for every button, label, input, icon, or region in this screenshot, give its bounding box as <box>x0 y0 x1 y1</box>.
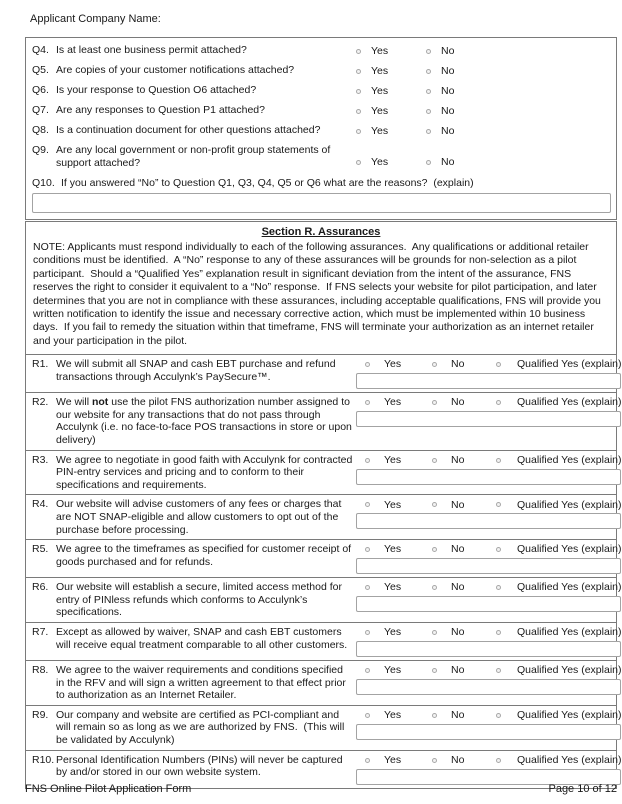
yes-label: Yes <box>371 85 389 97</box>
yes-option <box>356 581 432 594</box>
no-label: No <box>441 125 455 137</box>
no-option <box>426 65 614 78</box>
yes-label: Yes <box>384 581 402 594</box>
form-area <box>25 37 622 789</box>
yes-label: Yes <box>384 664 402 677</box>
yes-option <box>356 664 432 677</box>
question-number: Q6. <box>32 84 49 96</box>
question-text: Are any responses to Question P1 attached? <box>56 104 265 116</box>
page-footer <box>25 783 617 795</box>
qualified-yes-label: Qualified Yes (explain) <box>517 396 622 409</box>
assurance-number: R8. <box>32 663 49 676</box>
yes-label: Yes <box>384 453 402 466</box>
yes-radio-button[interactable] <box>365 362 370 367</box>
r7-explain-input[interactable] <box>356 641 621 657</box>
no-option <box>432 543 496 556</box>
question-number: Q9. <box>32 144 49 156</box>
assurances-table <box>25 221 622 789</box>
no-label: No <box>441 65 455 77</box>
qualified-yes-option <box>496 358 621 371</box>
qualified-yes-option <box>496 543 621 556</box>
assurance-row-r9 <box>26 705 622 750</box>
yes-option <box>356 396 432 409</box>
question-row-q6 <box>26 81 616 101</box>
yes-radio-button[interactable] <box>365 458 370 463</box>
no-radio-button[interactable] <box>426 129 431 134</box>
question-number: Q8. <box>32 124 49 136</box>
assurance-row-r3 <box>26 450 622 495</box>
qualified-yes-radio-button[interactable] <box>496 400 501 405</box>
no-label: No <box>441 85 455 97</box>
yes-radio-button[interactable] <box>365 400 370 405</box>
no-label: No <box>441 156 455 168</box>
qualified-yes-radio-button[interactable] <box>496 668 501 673</box>
no-option <box>426 125 614 138</box>
yes-radio-button[interactable] <box>356 69 361 74</box>
no-radio-button[interactable] <box>426 89 431 94</box>
assurance-text: We will not use the pilot FNS authorization number assigned to our website for any transactions that do not pass through Acculynk (i.e. no face-to-face POS transactions in store or upon delivery) <box>56 396 355 447</box>
assurance-row-r2 <box>26 392 622 449</box>
no-radio-button[interactable] <box>432 668 437 673</box>
assurance-number: R4. <box>32 498 49 511</box>
yes-label: Yes <box>371 45 389 57</box>
assurance-text: We agree to the waiver requirements and conditions specified in the RFV and will sign a written agreement to that effect prior to authorization as an Internet Retailer. <box>56 663 349 702</box>
question-row-q4 <box>26 41 616 61</box>
no-radio-button[interactable] <box>432 713 437 718</box>
question-text: Are any local government or non-profit group statements of support attached? <box>56 144 334 169</box>
yes-radio-button[interactable] <box>365 585 370 590</box>
assurance-number: R10. <box>32 753 55 766</box>
no-radio-button[interactable] <box>432 758 437 763</box>
yes-option <box>356 125 426 138</box>
question-number: Q7. <box>32 104 49 116</box>
question-number: Q10. <box>32 177 55 189</box>
no-label: No <box>451 581 465 594</box>
assurance-row-r6 <box>26 577 622 622</box>
yes-radio-button[interactable] <box>365 630 370 635</box>
assurance-number: R1. <box>32 358 49 371</box>
yes-option <box>356 626 432 639</box>
yes-radio-button[interactable] <box>356 160 361 165</box>
no-label: No <box>451 664 465 677</box>
qualified-yes-radio-button[interactable] <box>496 585 501 590</box>
no-radio-button[interactable] <box>432 458 437 463</box>
assurance-number: R5. <box>32 543 49 556</box>
no-radio-button[interactable] <box>432 362 437 367</box>
assurance-row-r1 <box>26 354 622 392</box>
yes-option <box>356 65 426 78</box>
assurance-text: Except as allowed by waiver, SNAP and cash EBT customers will receive equal treatment comparable to all other customers. <box>56 625 348 651</box>
yes-radio-button[interactable] <box>356 49 361 54</box>
section-r-header <box>26 222 616 354</box>
yes-label: Yes <box>371 156 389 168</box>
assurance-number: R2. <box>32 396 49 409</box>
assurance-text: Our website will establish a secure, limited access method for entry of PINless refunds which conforms to Acculynk’s specifications. <box>56 581 345 619</box>
assurance-text: We agree to negotiate in good faith with Acculynk for contracted PIN-entry services and pricing and to conform to their specifications and requirements. <box>56 453 356 491</box>
yes-radio-button[interactable] <box>365 758 370 763</box>
question-text: Is your response to Question O6 attached? <box>56 84 257 96</box>
assurance-text: We agree to the timeframes as specified for customer receipt of goods purchased and for refunds. <box>56 543 355 568</box>
qualified-yes-option <box>496 709 621 722</box>
r5-explain-input[interactable] <box>356 558 621 574</box>
qualified-yes-label: Qualified Yes (explain) <box>517 498 622 511</box>
qualified-yes-option <box>496 664 621 677</box>
question-text: Is at least one business permit attached? <box>56 44 247 56</box>
r8-explain-input[interactable] <box>356 679 621 695</box>
yes-label: Yes <box>384 708 402 721</box>
question-text: Is a continuation document for other questions attached? <box>56 124 321 136</box>
section-r-title: Section R. Assurances <box>261 226 381 238</box>
no-label: No <box>451 543 465 556</box>
no-radio-button[interactable] <box>426 69 431 74</box>
r1-explain-input[interactable] <box>356 373 621 389</box>
no-label: No <box>451 498 465 511</box>
assurance-row-r7 <box>26 622 622 660</box>
no-option <box>426 85 614 98</box>
no-label: No <box>441 45 455 57</box>
qualified-yes-radio-button[interactable] <box>496 458 501 463</box>
assurance-number: R9. <box>32 708 49 721</box>
qualified-yes-option <box>496 626 621 639</box>
question-text: Are copies of your customer notifications attached? <box>56 64 295 76</box>
r9-explain-input[interactable] <box>356 724 621 740</box>
qualified-yes-label: Qualified Yes (explain) <box>517 543 622 556</box>
no-radio-button[interactable] <box>432 502 437 507</box>
question-row-q9 <box>26 141 616 173</box>
assurance-row-r4 <box>26 494 622 539</box>
r3-explain-input[interactable] <box>356 469 621 485</box>
question-row-q7 <box>26 101 616 121</box>
yes-label: Yes <box>371 65 389 77</box>
yes-label: Yes <box>384 543 402 556</box>
yes-option <box>356 105 426 118</box>
qualified-yes-option <box>496 499 621 512</box>
footer-page-number: Page 10 of 12 <box>548 783 617 795</box>
assurance-number: R3. <box>32 453 49 466</box>
yes-radio-button[interactable] <box>365 547 370 552</box>
question-row-q10 <box>26 173 616 219</box>
qualified-yes-option <box>496 581 621 594</box>
assurance-text: Our website will advise customers of any fees or charges that are NOT SNAP-eligible and allow customers to opt out of the purchase before processing. <box>56 498 345 536</box>
qualified-yes-label: Qualified Yes (explain) <box>517 453 622 466</box>
yes-option <box>356 754 432 767</box>
qualified-yes-option <box>496 754 621 767</box>
yes-label: Yes <box>384 358 402 371</box>
no-option <box>432 626 496 639</box>
q10-explain-input[interactable] <box>32 193 611 213</box>
no-option <box>426 45 614 58</box>
no-label: No <box>451 753 465 766</box>
assurance-row-r8 <box>26 660 622 705</box>
question-number: Q4. <box>32 44 49 56</box>
question-row-q8 <box>26 121 616 141</box>
qualified-yes-label: Qualified Yes (explain) <box>517 358 622 371</box>
question-table <box>25 37 617 220</box>
yes-radio-button[interactable] <box>365 668 370 673</box>
yes-radio-button[interactable] <box>356 109 361 114</box>
assurance-row-r10 <box>26 750 622 788</box>
yes-option <box>356 543 432 556</box>
qualified-yes-label: Qualified Yes (explain) <box>517 581 622 594</box>
yes-label: Yes <box>371 105 389 117</box>
yes-label: Yes <box>384 396 402 409</box>
qualified-yes-radio-button[interactable] <box>496 547 501 552</box>
no-option <box>432 499 496 512</box>
assurance-text: Our company and website are certified as PCI-compliant and will remain so as long as we are authorized by FNS. (This will be validated by Acculynk) <box>56 708 348 746</box>
qualified-yes-radio-button[interactable] <box>496 362 501 367</box>
qualified-yes-label: Qualified Yes (explain) <box>517 753 622 766</box>
no-label: No <box>451 626 465 639</box>
no-option <box>432 664 496 677</box>
yes-option <box>356 709 432 722</box>
question-row-q5 <box>26 61 616 81</box>
question-number: Q5. <box>32 64 49 76</box>
no-option <box>426 105 614 118</box>
assurance-number: R7. <box>32 625 49 638</box>
applicant-company-name-label: Applicant Company Name: <box>30 13 161 25</box>
qualified-yes-option <box>496 454 621 467</box>
assurance-row-r5 <box>26 539 622 577</box>
yes-option <box>356 358 432 371</box>
qualified-yes-radio-button[interactable] <box>496 630 501 635</box>
question-text: If you answered “No” to Question Q1, Q3, Q4, Q5 or Q6 what are the reasons? (explain) <box>61 177 474 189</box>
r4-explain-input[interactable] <box>356 513 621 529</box>
no-option <box>432 454 496 467</box>
yes-label: Yes <box>384 626 402 639</box>
yes-label: Yes <box>371 125 389 137</box>
no-option <box>426 156 614 169</box>
qualified-yes-radio-button[interactable] <box>496 713 501 718</box>
assurance-number: R6. <box>32 581 49 594</box>
yes-label: Yes <box>384 753 402 766</box>
yes-option <box>356 85 426 98</box>
yes-option <box>356 454 432 467</box>
qualified-yes-option <box>496 396 621 409</box>
qualified-yes-radio-button[interactable] <box>496 758 501 763</box>
yes-radio-button[interactable] <box>356 89 361 94</box>
no-label: No <box>441 105 455 117</box>
no-radio-button[interactable] <box>426 49 431 54</box>
yes-label: Yes <box>384 498 402 511</box>
qualified-yes-label: Qualified Yes (explain) <box>517 708 622 721</box>
qualified-yes-label: Qualified Yes (explain) <box>517 626 622 639</box>
footer-form-title: FNS Online Pilot Application Form <box>25 783 192 795</box>
yes-option <box>356 156 426 169</box>
no-label: No <box>451 396 465 409</box>
yes-radio-button[interactable] <box>356 129 361 134</box>
section-r-note: NOTE: Applicants must respond individually to each of the following assurances. Any qualifications or additional retailer conditions must be identified. A “No” response to any of these assurances will be grounds for non-selection as a pilot participant. Should a “Qualified Yes” explanation result in significant deviation from the intent of the assurance, FNS reserves the right to consider it equivalent to a “No” response. If FNS selects your website for pilot participation, and later determines that you are not in compliance with these assurances, including acceptable qualifications, FNS will provide you written notification to identify the issue and necessary corrective action, which must be implemented within 10 business days. If you fail to remedy the situation within that timeframe, FNS will terminate your authorization as an internet retailer and your participation in the pilot. <box>33 241 604 347</box>
qualified-yes-label: Qualified Yes (explain) <box>517 664 622 677</box>
no-radio-button[interactable] <box>426 160 431 165</box>
no-radio-button[interactable] <box>432 547 437 552</box>
no-radio-button[interactable] <box>432 585 437 590</box>
no-option <box>432 709 496 722</box>
no-option <box>432 396 496 409</box>
yes-option <box>356 45 426 58</box>
no-option <box>432 358 496 371</box>
no-label: No <box>451 708 465 721</box>
no-radio-button[interactable] <box>426 109 431 114</box>
yes-radio-button[interactable] <box>365 713 370 718</box>
no-label: No <box>451 453 465 466</box>
no-radio-button[interactable] <box>432 400 437 405</box>
r2-explain-input[interactable] <box>356 411 621 427</box>
no-label: No <box>451 358 465 371</box>
no-option <box>432 754 496 767</box>
yes-radio-button[interactable] <box>365 502 370 507</box>
r6-explain-input[interactable] <box>356 596 621 612</box>
assurance-text: We will submit all SNAP and cash EBT purchase and refund transactions through Acculynk’s PaySecure™. <box>56 358 339 383</box>
no-option <box>432 581 496 594</box>
assurance-text: Personal Identification Numbers (PINs) will never be captured by and/or stored in our own website system. <box>56 753 346 779</box>
no-radio-button[interactable] <box>432 630 437 635</box>
qualified-yes-radio-button[interactable] <box>496 502 501 507</box>
yes-option <box>356 499 432 512</box>
